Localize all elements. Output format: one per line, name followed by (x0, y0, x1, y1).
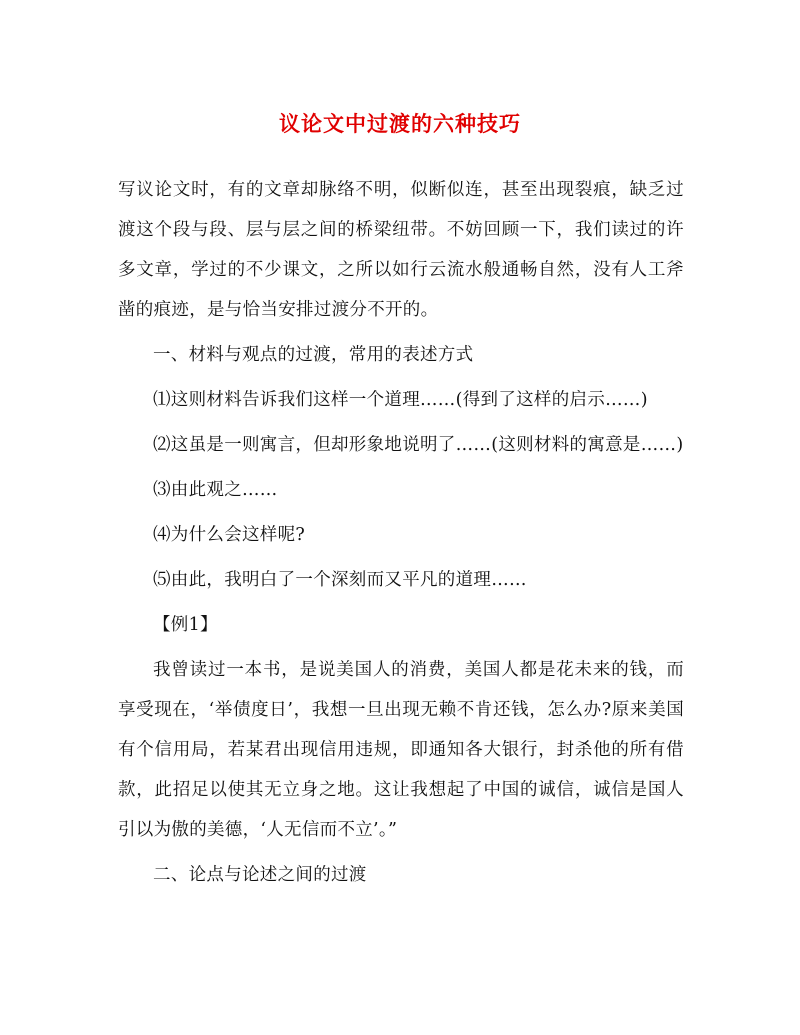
section-heading-2: 二、论点与论述之间的过渡 (153, 865, 367, 885)
intro-paragraph: 写议论文时，有的文章却脉络不明，似断似连，甚至出现裂痕，缺乏过渡这个段与段、层与层之间的桥梁纽带。不妨回顾一下，我们读过的许多文章，学过的不少课文，之所以如行云流水般通畅自然，没有人工斧凿的痕迹，是与恰当安排过渡分不开的。 (118, 180, 684, 320)
list-item: ⑶由此观之…… (153, 480, 278, 500)
list-item: ⑵这虽是一则寓言，但却形象地说明了……(这则材料的寓意是……) (153, 435, 684, 455)
list-item: ⑸由此，我明白了一个深刻而又平凡的道理…… (153, 570, 527, 590)
document-body (118, 170, 684, 900)
example-paragraph: 我曾读过一本书，是说美国人的消费，美国人都是花未来的钱，而享受现在，‘举债度日’，我想一旦出现无赖不肯还钱，怎么办?原来美国有个信用局，若某君出现信用违规，即通知各大银行，封杀他的所有借款，此招足以使其无立身之地。这让我想起了中国的诚信，诚信是国人引以为傲的美德，‘人无信而不立’。” (118, 660, 684, 840)
example-label: 【例1】 (153, 615, 218, 635)
list-item: ⑴这则材料告诉我们这样一个道理……(得到了这样的启示……) (153, 390, 648, 410)
section-heading-1: 一、材料与观点的过渡，常用的表述方式 (153, 345, 474, 365)
document-title: 议论文中过渡的六种技巧 (279, 111, 521, 136)
list-item: ⑷为什么会这样呢? (153, 525, 306, 545)
